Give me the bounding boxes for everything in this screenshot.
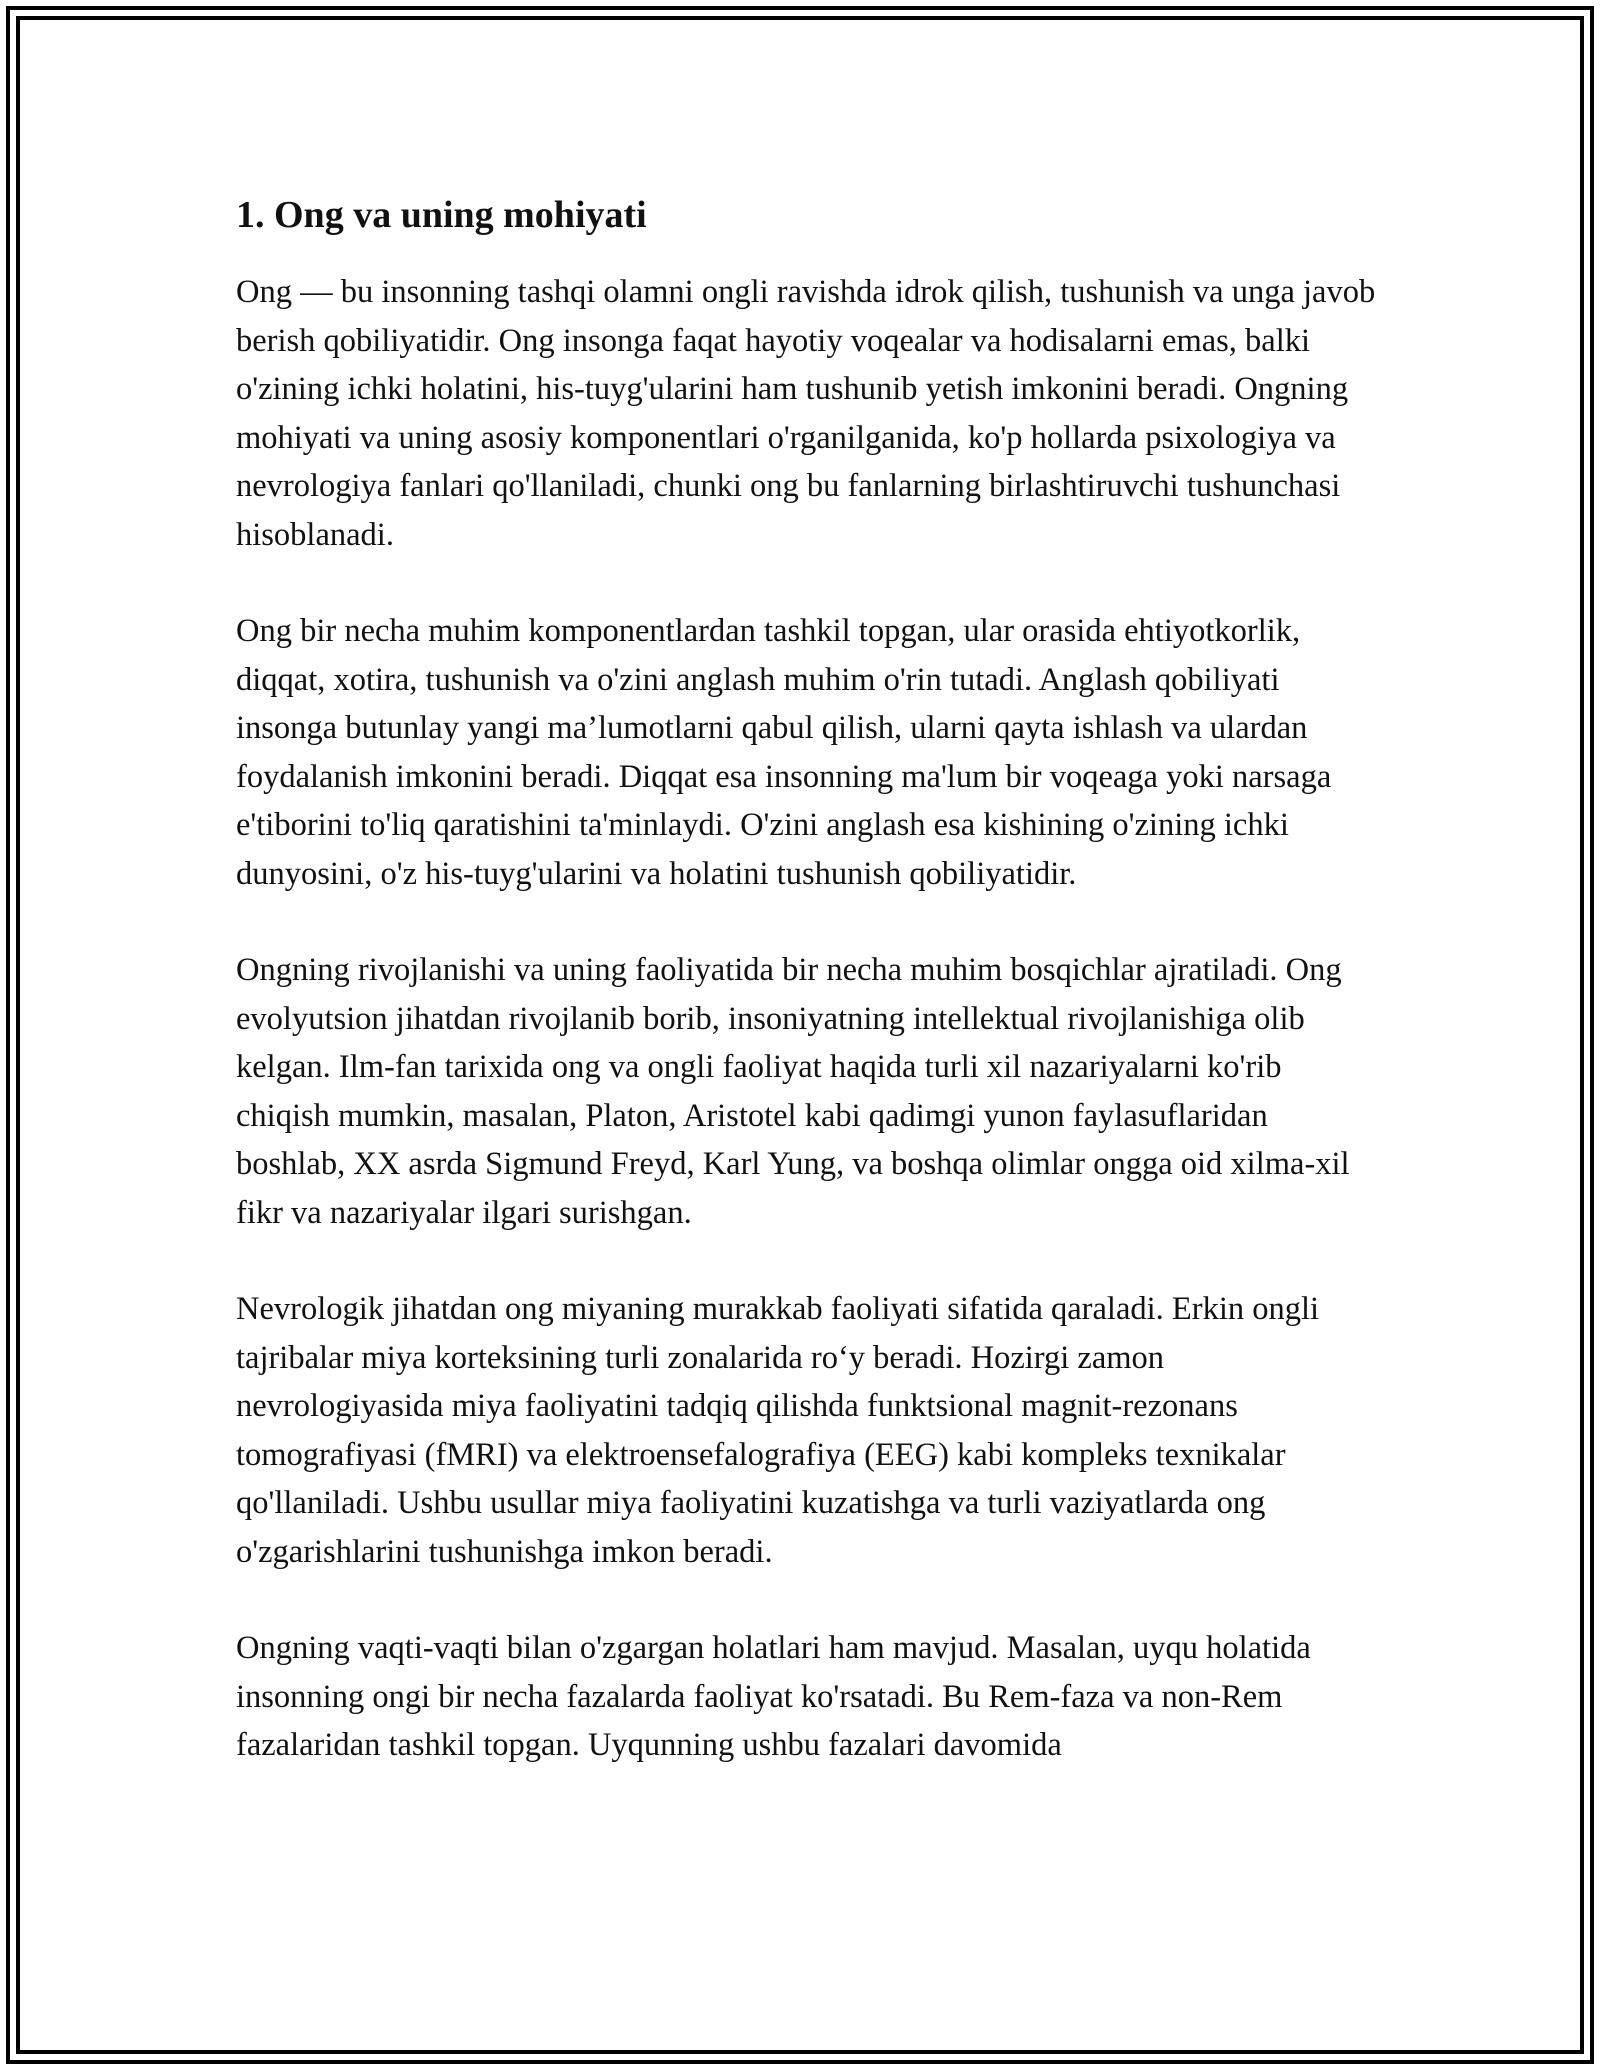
document-body — [236, 186, 1376, 1818]
section-heading: 1. Ong va uning mohiyati — [236, 194, 647, 236]
paragraph-2: Ong bir necha muhim komponentlardan tashkil topgan, ular orasida ehtiyotkorlik, diqqat, xotira, tushunish va o'zini anglash muhim o'rin tutadi. Anglash qobiliyati insonga butunlay yangi ma’lumotlarni qabul qilish, ularni qayta ishlash va ulardan foydalanish imkonini beradi. Diqqat esa insonning ma'lum bir voqeaga yoki narsaga e'tiborini to'liq qaratishini ta'minlaydi. O'zini anglash esa kishining o'zining ichki dunyosini, o'z his-tuyg'ularini va holatini tushunish qobiliyatidir. — [236, 613, 1332, 892]
paragraph-5: Ongning vaqti-vaqti bilan o'zgargan holatlari ham mavjud. Masalan, uyqu holatida insonning ongi bir necha fazalarda faoliyat ko'rsatadi. Bu Rem-faza va non-Rem fazalaridan tashkil topgan. Uyqunning ushbu fazalari davomida — [236, 1630, 1311, 1763]
paragraph-1: Ong — bu insonning tashqi olamni ongli ravishda idrok qilish, tushunish va unga javob berish qobiliyatidir. Ong insonga faqat hayotiy voqealar va hodisalarni emas, balki o'zining ichki holatini, his-tuyg'ularini ham tushunib yetish imkonini beradi. Ongning mohiyati va uning asosiy komponentlari o'rganilganida, ko'p hollarda psixologiya va nevrologiya fanlari qo'llaniladi, chunki ong bu fanlarning birlashtiruvchi tushunchasi hisoblanadi. — [236, 274, 1376, 553]
paragraph-4: Nevrologik jihatdan ong miyaning murakkab faoliyati sifatida qaraladi. Erkin ongli tajribalar miya korteksining turli zonalarida ro‘y beradi. Hozirgi zamon nevrologiyasida miya faoliyatini tadqiq qilishda funktsional magnit-rezonans tomografiyasi (fMRI) va elektroensefalografiya (EEG) kabi kompleks texnikalar qo'llaniladi. Ushbu usullar miya faoliyatini kuzatishga va turli vaziyatlarda ong o'zgarishlarini tushunishga imkon beradi. — [236, 1291, 1320, 1570]
paragraph-3: Ongning rivojlanishi va uning faoliyatida bir necha muhim bosqichlar ajratiladi. Ong evolyutsion jihatdan rivojlanib borib, insoniyatning intellektual rivojlanishiga olib kelgan. Ilm-fan tarixida ong va ongli faoliyat haqida turli xil nazariyalarni ko'rib chiqish mumkin, masalan, Platon, Aristotel kabi qadimgi yunon faylasuflaridan boshlab, XX asrda Sigmund Freyd, Karl Yung, va boshqa olimlar ongga oid xilma-xil fikr va nazariyalar ilgari surishgan. — [236, 952, 1350, 1231]
